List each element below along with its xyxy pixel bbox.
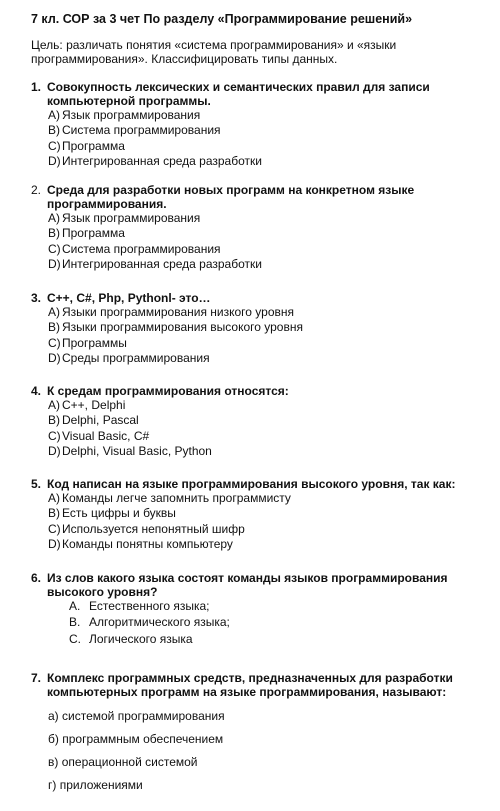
answer-option[interactable] xyxy=(48,755,486,778)
option-text: Программа xyxy=(62,138,125,153)
option-letter: D) xyxy=(48,256,61,271)
option-letter: г) xyxy=(48,778,57,792)
question-number: 7. xyxy=(31,671,42,685)
option-letter: в) xyxy=(48,755,59,769)
option-text: Есть цифры и буквы xyxy=(62,506,176,521)
question-number: 4. xyxy=(31,384,42,398)
question-text: C++, C#, Php, Pythonl- это… xyxy=(47,291,211,305)
option-text: C++, Delphi xyxy=(62,398,126,412)
option-text: Система программирования xyxy=(62,241,221,256)
question-number: 6. xyxy=(31,571,42,585)
answer-option[interactable] xyxy=(69,632,486,648)
document-title: 7 кл. СОР за 3 чет По разделу «Программирование решений» xyxy=(31,12,413,26)
option-text: системой программирования xyxy=(62,709,225,723)
option-letter: A) xyxy=(48,398,60,412)
option-letter: B) xyxy=(48,123,60,138)
answer-option[interactable] xyxy=(48,413,486,428)
option-text: Delphi, Visual Basic, Python xyxy=(62,443,212,458)
question-text: К средам программирования относятся: xyxy=(47,384,289,398)
option-text: Естественного языка; xyxy=(89,599,210,613)
option-text: Программы xyxy=(62,335,127,350)
option-letter: C. xyxy=(69,631,81,646)
question-3 xyxy=(31,291,486,366)
answer-option[interactable] xyxy=(48,123,486,138)
answer-option[interactable] xyxy=(48,242,486,257)
answer-option[interactable] xyxy=(48,506,486,521)
question-text: Код написан на языке программирования высокого уровня, так как: xyxy=(47,477,456,491)
answer-option[interactable] xyxy=(48,139,486,154)
answer-option[interactable] xyxy=(48,211,486,226)
option-letter: б) xyxy=(48,732,59,746)
answer-option[interactable] xyxy=(48,257,486,272)
question-text: Среда для разработки новых программ на конкретном языке программирования. xyxy=(47,183,415,211)
option-letter: D) xyxy=(48,443,61,458)
option-text: операционной системой xyxy=(61,755,198,769)
option-letter: B) xyxy=(48,226,60,241)
option-letter: B) xyxy=(48,413,60,428)
option-letter: C) xyxy=(48,428,61,443)
question-7 xyxy=(31,671,486,801)
option-letter: A) xyxy=(48,305,60,319)
option-letter: A. xyxy=(69,599,81,613)
option-letter: B) xyxy=(48,320,60,335)
option-text: Команды легче запомнить программисту xyxy=(62,491,291,505)
option-text: Язык программирования xyxy=(62,108,201,122)
answer-option[interactable] xyxy=(48,351,486,366)
question-text: Из слов какого языка состоят команды языков программирования высокого уровня? xyxy=(47,571,448,599)
option-letter: B. xyxy=(69,615,81,630)
option-text: приложениями xyxy=(59,778,143,792)
answer-option[interactable] xyxy=(48,522,486,537)
question-text: Комплекс программных средств, предназначенных для разработки компьютерных программ на языке программирования, называют: xyxy=(47,671,453,699)
option-letter: D) xyxy=(48,350,61,365)
option-letter: A) xyxy=(48,108,60,122)
answer-option[interactable] xyxy=(48,154,486,169)
question-text: Совокупность лексических и семантических правил для записи компьютерной программы. xyxy=(47,80,430,108)
answer-option[interactable] xyxy=(48,429,486,444)
option-letter: C) xyxy=(48,521,61,536)
option-letter: D) xyxy=(48,536,61,551)
option-text: Команды понятны компьютеру xyxy=(62,536,233,551)
option-text: Delphi, Pascal xyxy=(62,413,139,428)
option-text: Visual Basic, C# xyxy=(62,428,150,443)
question-1 xyxy=(31,80,486,169)
option-letter: C) xyxy=(48,138,61,153)
option-text: Языки программирования высокого уровня xyxy=(62,320,303,335)
goal-text: Цель: различать понятия «система программирования» и «языки программирования». Классифицировать типы данных. xyxy=(31,38,397,66)
option-letter: а) xyxy=(48,709,59,723)
option-text: Система программирования xyxy=(62,123,221,138)
answer-option[interactable] xyxy=(48,226,486,241)
answer-option[interactable] xyxy=(48,732,486,755)
question-6 xyxy=(31,571,486,648)
answer-option[interactable] xyxy=(48,398,486,413)
option-text: Среды программирования xyxy=(62,350,210,365)
option-text: Языки программирования низкого уровня xyxy=(62,305,295,319)
option-text: Используется непонятный шифр xyxy=(62,521,245,536)
answer-option[interactable] xyxy=(48,444,486,459)
option-text: Логического языка xyxy=(89,631,193,646)
answer-option[interactable] xyxy=(69,599,486,615)
option-text: Интегрированная среда разработки xyxy=(62,256,262,271)
option-text: Алгоритмического языка; xyxy=(89,615,230,630)
option-letter: B) xyxy=(48,506,60,521)
option-text: Интегрированная среда разработки xyxy=(62,153,262,168)
answer-option[interactable] xyxy=(48,305,486,320)
option-letter: A) xyxy=(48,491,60,505)
answer-option[interactable] xyxy=(48,709,486,732)
answer-option[interactable] xyxy=(48,108,486,123)
option-text: Программа xyxy=(62,226,125,241)
option-text: программным обеспечением xyxy=(62,732,224,746)
option-letter: C) xyxy=(48,241,61,256)
answer-option[interactable] xyxy=(48,491,486,506)
question-number: 2. xyxy=(31,183,42,197)
answer-option[interactable] xyxy=(48,537,486,552)
option-text: Язык программирования xyxy=(62,211,201,225)
answer-option[interactable] xyxy=(48,778,486,801)
question-2 xyxy=(31,183,486,272)
answer-option[interactable] xyxy=(48,320,486,335)
question-number: 5. xyxy=(31,477,42,491)
option-letter: C) xyxy=(48,335,61,350)
question-5 xyxy=(31,477,486,552)
question-number: 1. xyxy=(31,80,42,94)
option-letter: A) xyxy=(48,211,60,225)
answer-option[interactable] xyxy=(48,336,486,351)
question-4 xyxy=(31,384,486,459)
answer-option[interactable] xyxy=(69,615,486,631)
question-number: 3. xyxy=(31,291,42,305)
option-letter: D) xyxy=(48,153,61,168)
